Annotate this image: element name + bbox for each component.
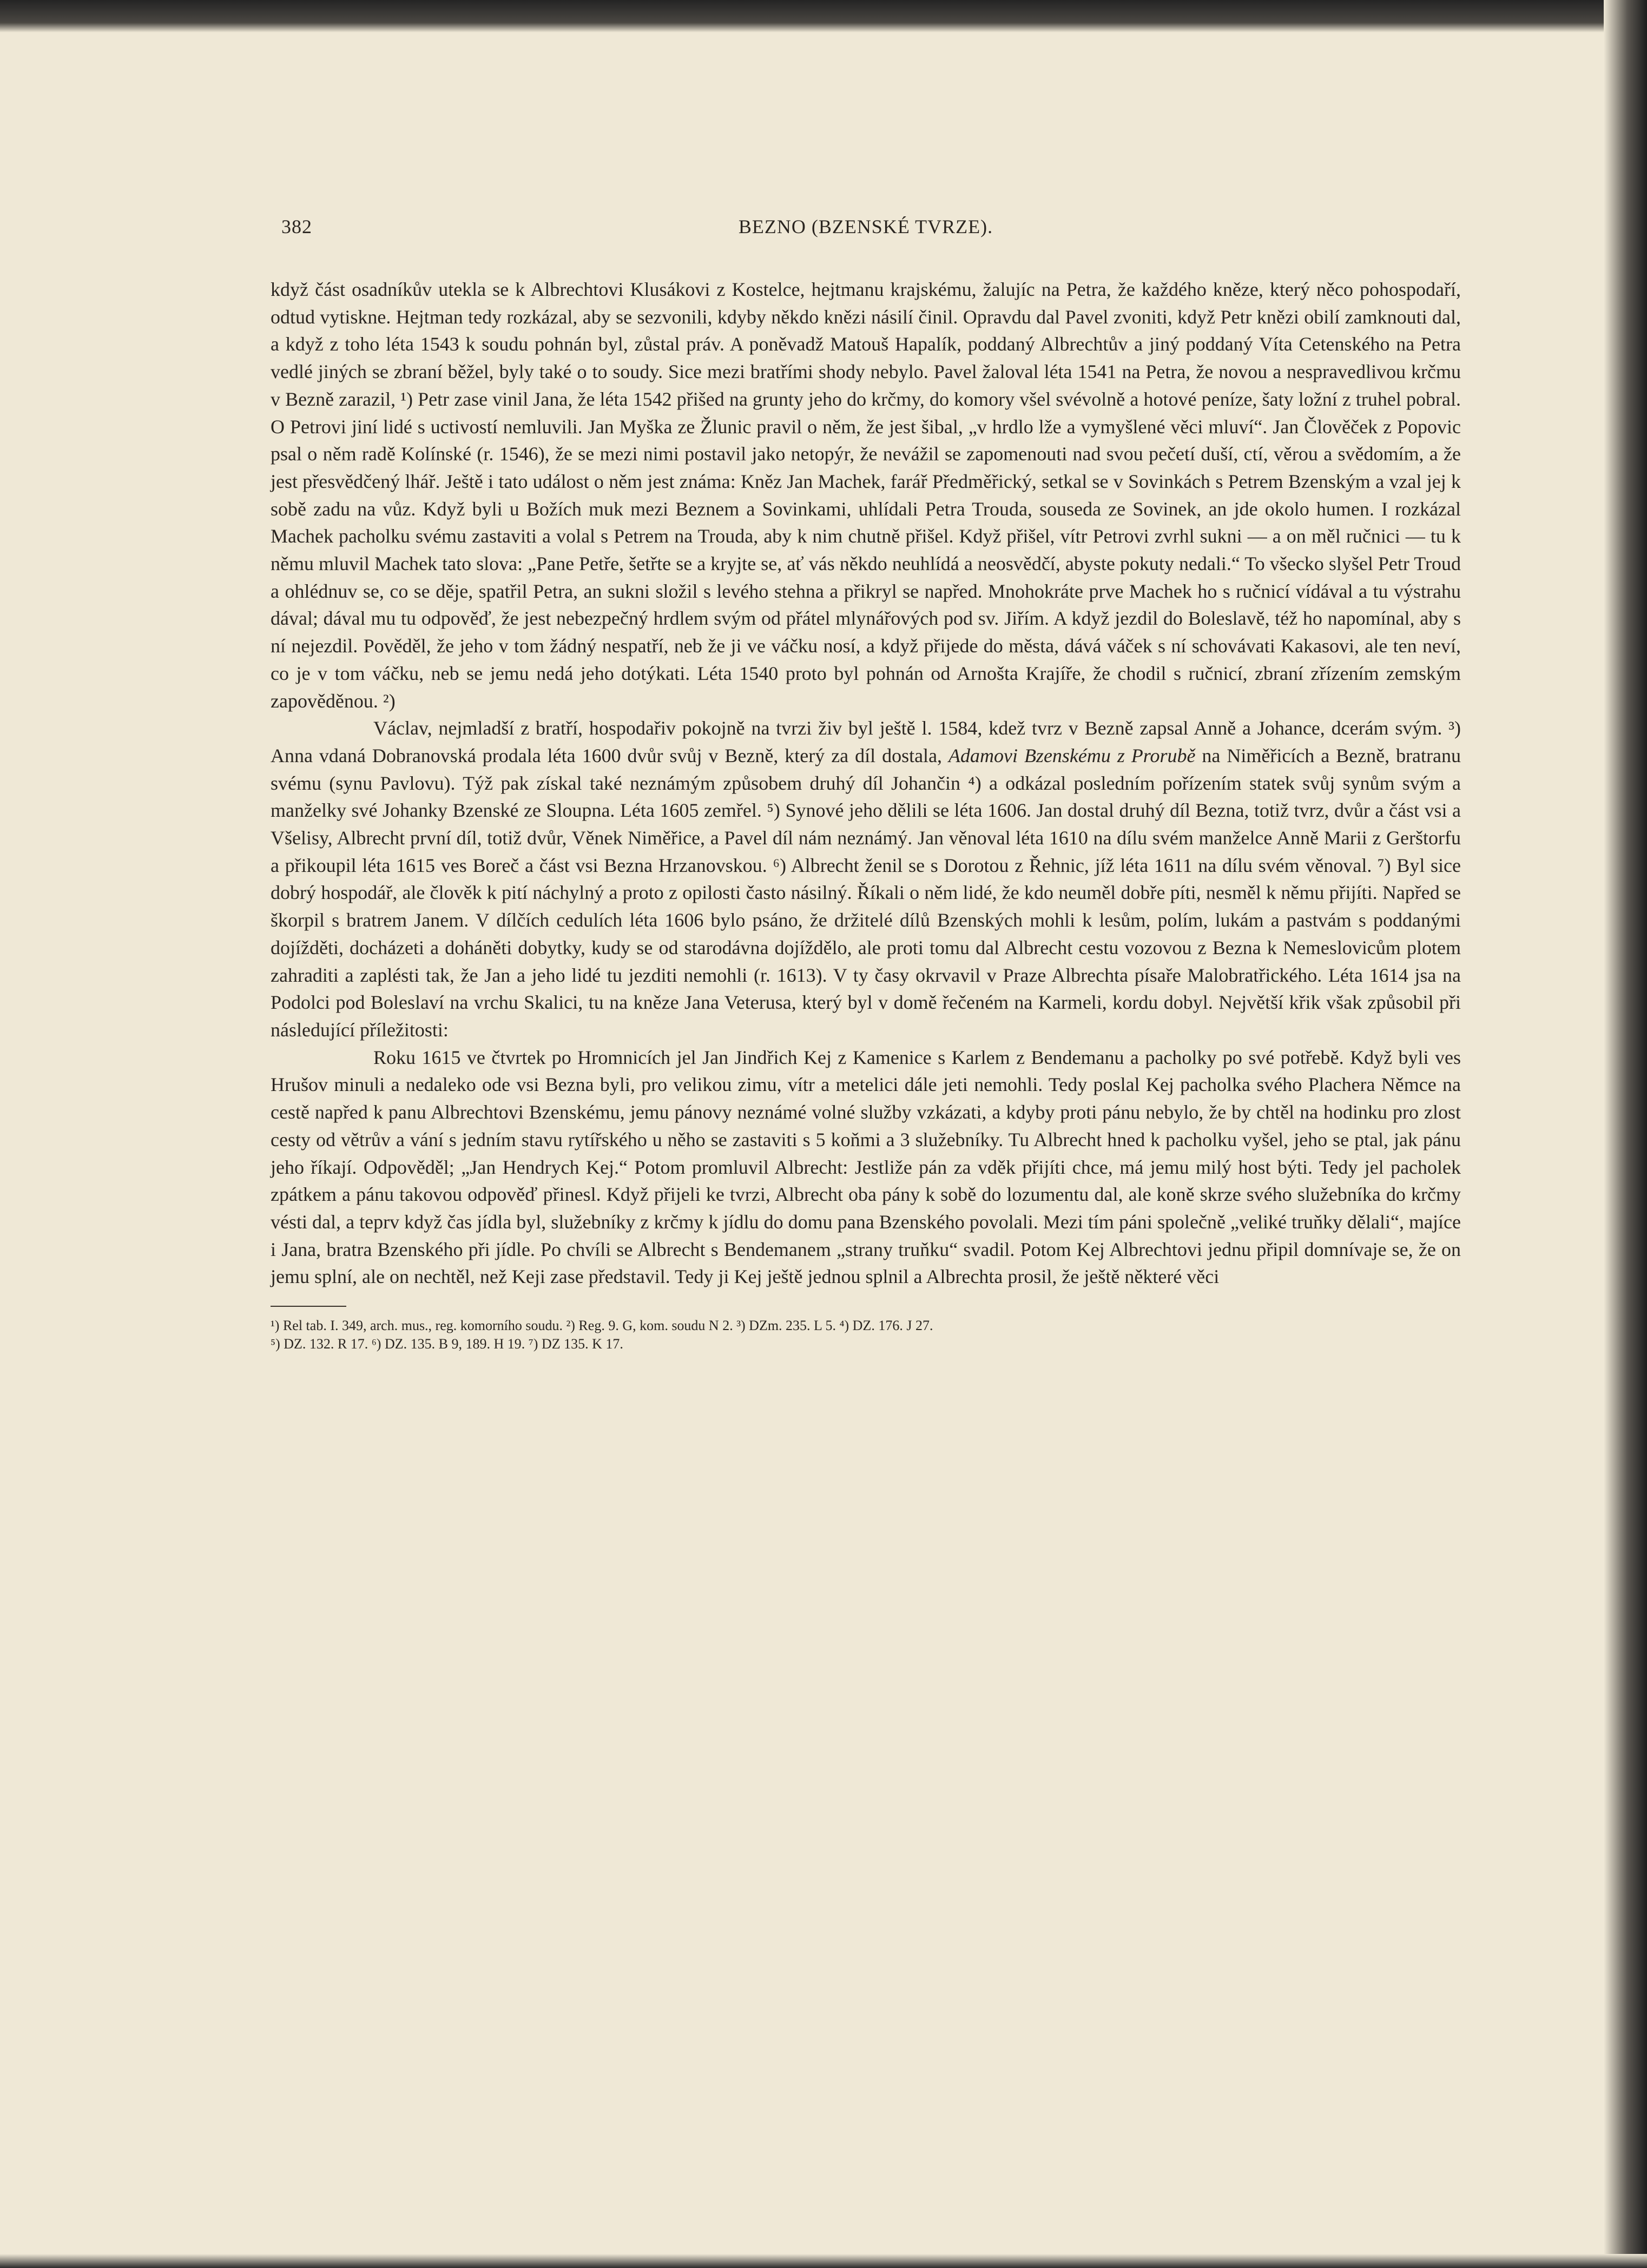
paragraph-1: když část osadníkův utekla se k Albrechtovi Klusákovi z Kostelce, hejtmanu krajskému, žalujíc na Petra, že každého kněze, který něco pohospodaří, odtud vytiskne. Hejtman tedy rozkázal, aby se sezvonili, kdyby někdo knězi násilí činil. Opravdu dal Pavel zvoniti, když Petr knězi obilí zamknouti dal, a když z toho léta 1543 k soudu pohnán byl, zůstal práv. A poněvadž Matouš Hapalík, poddaný Albrechtův a jiný poddaný Víta Cetenského na Petra vedlé jiných se zbraní běžel, byly také o to soudy. Sice mezi bratřími shody nebylo. Pavel žaloval léta 1541 na Petra, že novou a nespravedlivou krčmu v Bezně zarazil, ¹) Petr zase vinil Jana, že léta 1542 přišed na grunty jeho do krčmy, do komory všel svévolně a hotové peníze, šaty ložní z truhel pobral. O Petrovi jiní lidé s uctivostí nemluvili. Jan Myška ze Žlunic pravil o něm, že jest šibal, „v hrdlo lže a vymyšlené věci mluví“. Jan Člověček z Popovic psal o něm radě Kolínské (r. 1546), že se mezi nimi postavil jako netopýr, že nevážil se zapomenouti nad svou pečetí duší, ctí, věrou a svědomím, a že jest přesvědčený lhář. Ještě i tato událost o něm jest známa: Kněz Jan Machek, farář Předměřický, setkal se v Sovinkách s Petrem Bzenským a vzal jej k sobě zadu na vůz. Když byli u Božích muk mezi Beznem a Sovinkami, uhlídali Petra Trouda, souseda ze Sovinek, an jde okolo humen. I rozkázal Machek pacholku svému zastaviti a volal s Petrem na Trouda, aby k nim chutně přišel. Když přišel, vítr Petrovi zvrhl sukni — a on měl ručnici — tu k němu mluvil Machek tato slova: „Pane Petře, šetřte se a kryjte se, ať vás někdo neuhlídá a neosvědčí, abyste pokuty nedali.“ To všecko slyšel Petr Troud a ohlédnuv se, co se děje, spatřil Petra, an sukni složil s levého stehna a přikryl se napřed. Mnohokráte prve Machek ho s ručnicí vídával a tu výstrahu dával; dával mu tu odpověď, že jest nebezpečný hrdlem svým od přátel mlynářových pod sv. Jiřím. A když jezdil do Boleslavě, též ho napomínal, aby s ní nejezdil. Pověděl, že jeho v tom žádný nespatří, neb že ji ve váčku nosí, a když přijede do města, dává váček s ní schovávati Kakasovi, ale ten neví, co je v tom váčku, neb se jemu nedá jeho dotýkati. Léta 1540 proto byl pohnán od Arnošta Krajíře, že chodil s ručnicí, zbraní zřízením zemským zapověděnou. ²) [271, 279, 1461, 712]
paragraph-2-end: na Niměřicích a Bezně, bratranu svému (synu Pavlovu). Týž pak získal také neznámým způsobem druhý díl Johančin ⁴) a odkázal posledním pořízením statek svůj synům svým a manželky své Johanky Bzenské ze Sloupna. Léta 1605 zemřel. ⁵) Synové jeho dělili se léta 1606. Jan dostal druhý díl Bezna, totiž tvrz, dvůr a část vsi a Všelisy, Albrecht první díl, totiž dvůr, Věnek Niměřice, a Pavel díl nám neznámý. Jan věnoval léta 1610 na dílu svém manželce Anně Marii z Gerštorfu a přikoupil léta 1615 ves Boreč a část vsi Bezna Hrzanovskou. ⁶) Albrecht ženil se s Dorotou z Řehnic, jíž léta 1611 na dílu svém věnoval. ⁷) Byl sice dobrý hospodář, ale člověk k pití náchylný a proto z opilosti často násilný. Říkali o něm lidé, že kdo neuměl dobře píti, nesměl k němu přijíti. Napřed se škorpil s bratrem Janem. V dílčích cedulích léta 1606 bylo psáno, že držitelé dílů Bzenských mohli k lesům, polím, lukám a pastvám s poddanými dojížděti, docházeti a doháněti dobytky, kudy se od starodávna dojíždělo, ale proti tomu dal Albrecht cestu vozovou z Bezna k Nemeslovicům plotem zahraditi a zaplésti tak, že Jan a jeho lidé tu jezditi nemohli (r. 1613). V ty časy okrvavil v Praze Albrechta písaře Malobratřického. Léta 1614 jsa na Podolci pod Boleslaví na vrchu Skalici, tu na kněze Jana Veterusa, který byl v domě řečeném na Karmeli, kordu dobyl. Největší křik však způsobil při následující příležitosti: [271, 744, 1461, 1041]
running-title: BEZNO (BZENSKÉ TVRZE). [738, 216, 993, 237]
paragraph-2 [271, 715, 1461, 1043]
footnotes [271, 1317, 1461, 1353]
page-number: 382 [281, 216, 312, 237]
running-head [271, 206, 1461, 254]
scan-border-right [1604, 0, 1647, 2268]
paragraph-3: Roku 1615 ve čtvrtek po Hromnicích jel Jan Jindřich Kej z Kamenice s Karlem z Bendemanu a pacholky po své potřebě. Když byli ves Hrušov minuli a nedaleko ode vsi Bezna byli, pro velikou zimu, vítr a metelici dále jeti nemohli. Tedy poslal Kej pacholka svého Plachera Němce na cestě napřed k panu Albrechtovi Bzenskému, jemu pánovy neznámé volné služby vzkázati, a kdyby proti pánu nebylo, že by chtěl na hodinku pro zlost cesty od větrův a vání s jedním stavu rytířského u něho se zastaviti s 5 koňmi a 3 služebníky. Tu Albrecht hned k pacholku vyšel, jeho se ptal, jak pánu jeho říkají. Odpověděl; „Jan Hendrych Kej.“ Potom promluvil Albrecht: Jestliže pán za vděk přijíti chce, má jemu milý host býti. Tedy jel pacholek zpátkem a pánu takovou odpověď přinesl. Když přijeli ke tvrzi, Albrecht oba pány k sobě do lozumentu dal, ale koně skrze svého služebníka do krčmy vésti dal, a teprv když čas jídla byl, služebníky z krčmy k jídlu do domu pana Bzenského povolali. Mezi tím páni společně „veliké truňky dělali“, majíce i Jana, bratra Bzenského při jídle. Po chvíli se Albrecht s Bendemanem „strany truňku“ svadil. Potom Kej Albrechtovi jednu připil domnívaje se, že on jemu splní, ale on nechtěl, než Keji zase představil. Tedy ji Kej ještě jednou splnil a Albrechta prosil, že ještě některé věci [271, 1046, 1461, 1288]
footnote-line-2: ⁵) DZ. 132. R 17. ⁶) DZ. 135. B 9, 189. H 19. ⁷) DZ 135. K 17. [271, 1336, 623, 1352]
paragraph-2-start: Václav, nejmladší z bratří, hospodařiv pokojně na tvrzi živ byl ještě l. 1584, kdež tvrz v Bezně zapsal Anně a Johance, dcerám svým. ³) Anna vdaná Dobranovská prodala léta 1600 dvůr svůj v Bezně, který za díl dostala, [271, 717, 1461, 766]
scan-border-bottom [0, 2254, 1647, 2268]
italic-name: Adamovi Bzenskému z Prorubě [948, 744, 1196, 766]
footnote-divider [271, 1306, 346, 1307]
scan-border-top [0, 0, 1647, 32]
body-text [271, 276, 1461, 1291]
book-page [271, 206, 1461, 2207]
footnote-line-1: ¹) Rel tab. I. 349, arch. mus., reg. komorního soudu. ²) Reg. 9. G, kom. soudu N 2. ³) DZm. 235. L 5. ⁴) DZ. 176. J 27. [271, 1318, 933, 1334]
